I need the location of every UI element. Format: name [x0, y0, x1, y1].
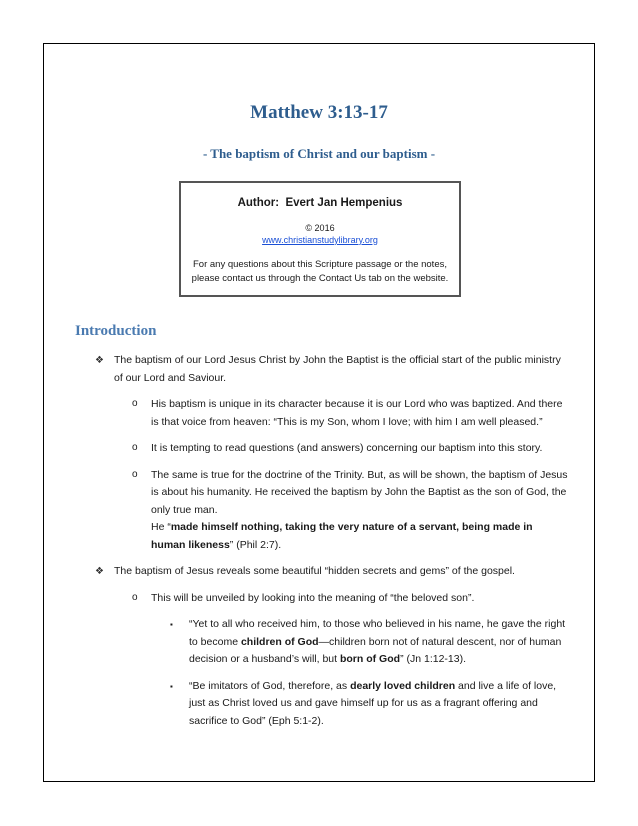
- list-item: [0, 616, 638, 669]
- quote-part: —children born not of natural descent, nor of human decision or a husband’s will, but: [189, 635, 562, 665]
- circle-bullet-icon: o: [132, 591, 138, 603]
- bullet-text: The baptism of Jesus reveals some beautiful “hidden secrets and gems” of the gospel.: [114, 565, 515, 577]
- author-line: [181, 196, 459, 212]
- website-link[interactable]: www.christianstudylibrary.org: [262, 234, 378, 245]
- quote-part: “Be imitators of God, therefore, as: [189, 679, 351, 692]
- section-heading: Introduction: [75, 323, 157, 339]
- quote-suffix: ” (Phil 2:7).: [229, 538, 282, 551]
- circle-bullet-icon: o: [132, 398, 138, 409]
- bullet-text: This will be unveiled by looking into the meaning of “the beloved son”.: [151, 591, 475, 604]
- contact-line-2: please contact us through the Contact Us tab on the website.: [191, 273, 449, 285]
- diamond-bullet-icon: ❖: [95, 355, 104, 366]
- list-item: [0, 352, 638, 387]
- author-label: Author:: [237, 197, 280, 209]
- list-item: [0, 440, 638, 458]
- content-list: [0, 352, 638, 739]
- list-item: [0, 590, 638, 608]
- quote-part: “Yet to all who received him, to those who believed in his name, he gave the right to become: [189, 618, 566, 648]
- author-info-box: [179, 181, 461, 297]
- quote-bold: children of God: [240, 635, 319, 648]
- list-item: [0, 563, 638, 581]
- bullet-text: It is tempting to read questions (and answers) concerning our baptism into this story.: [151, 442, 543, 454]
- square-bullet-icon: ▪: [170, 681, 173, 691]
- bullet-text: His baptism is unique in its character because it is our Lord who was baptized. And there is that voice from heaven: “This is my Son, whom I love; with him I am well pleased.”: [151, 398, 563, 428]
- quote-prefix: He “: [151, 521, 171, 533]
- document-title: Matthew 3:13-17: [250, 102, 388, 123]
- quote-part: ” (Jn 1:12-13).: [400, 653, 467, 665]
- diamond-bullet-icon: ❖: [95, 566, 104, 577]
- circle-bullet-icon: o: [132, 468, 138, 480]
- list-item: [0, 467, 638, 555]
- list-item: [0, 678, 638, 731]
- quote-bold: made himself nothing, taking the very nature of a servant, being made in human likeness: [151, 521, 533, 551]
- document-subtitle: - The baptism of Christ and our baptism -: [202, 146, 436, 161]
- bullet-text: The same is true for the doctrine of the Trinity. But, as will be shown, the baptism of Jesus is about his humanity. He received the baptism by John the Baptist as the son of God, the only true man.: [151, 468, 568, 516]
- quote-bold: dearly loved children: [350, 679, 456, 692]
- copyright-text: © 2016: [305, 222, 335, 233]
- list-item: [0, 396, 638, 431]
- contact-note: [181, 258, 459, 287]
- circle-bullet-icon: o: [132, 442, 138, 453]
- quote-bold: born of God: [339, 653, 401, 665]
- quote-part: and live a life of love, just as Christ loved us and gave himself up for us as a fragrant offering and sacrifice to God” (Eph 5:1-2).: [189, 679, 557, 727]
- bullet-text: The baptism of our Lord Jesus Christ by John the Baptist is the official start of the public ministry of our Lord and Saviour.: [114, 354, 561, 384]
- contact-line-1: For any questions about this Scripture passage or the notes,: [192, 258, 447, 270]
- square-bullet-icon: ▪: [170, 620, 173, 629]
- author-name: Evert Jan Hempenius: [285, 197, 403, 209]
